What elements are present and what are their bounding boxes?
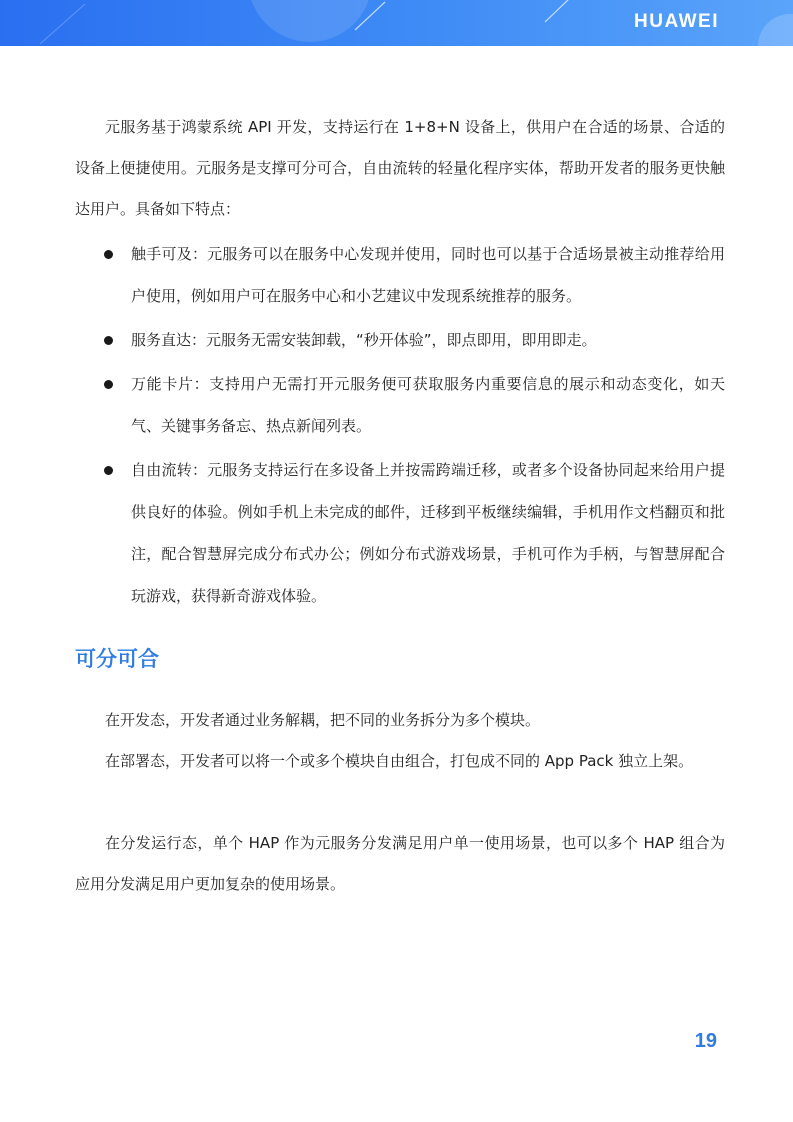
section-paragraph: 在开发态，开发者通过业务解耦，把不同的业务拆分为多个模块。: [105, 711, 541, 729]
page-number: 19: [694, 1030, 717, 1052]
feature-item: [75, 319, 725, 361]
feature-item: [75, 449, 725, 617]
bullet-dot-icon: [104, 250, 113, 259]
bullet-dot-icon: [104, 380, 113, 389]
section-heading: 可分可合: [75, 647, 159, 671]
feature-text: 服务直达：元服务无需安装卸载，“秒开体验”，即点即用，即用即走。: [131, 331, 597, 349]
feature-text: 触手可及：元服务可以在服务中心发现并使用，同时也可以基于合适场景被主动推荐给用户使用，例如用户可在服务中心和小艺建议中发现系统推荐的服务。: [131, 245, 725, 305]
section-paragraph: 在部署态，开发者可以将一个或多个模块自由组合，打包成不同的 App Pack 独立上架。: [105, 752, 694, 770]
feature-text: 自由流转：元服务支持运行在多设备上并按需跨端迁移，或者多个设备协同起来给用户提供良好的体验。例如手机上未完成的邮件，迁移到平板继续编辑，手机用作文档翻页和批注，配合智慧屏完成分布式办公；例如分布式游戏场景，手机可作为手柄，与智慧屏配合玩游戏，获得新奇游戏体验。: [131, 461, 725, 605]
feature-list: [75, 233, 725, 619]
bullet-dot-icon: [104, 466, 113, 475]
feature-text: 万能卡片：支持用户无需打开元服务便可获取服务内重要信息的展示和动态变化，如天气、关键事务备忘、热点新闻列表。: [131, 375, 725, 435]
feature-item: [75, 233, 725, 317]
header-band: [0, 0, 793, 46]
intro-paragraph: 元服务基于鸿蒙系统 API 开发，支持运行在 1+8+N 设备上，供用户在合适的场景、合适的设备上便捷使用。元服务是支撑可分可合，自由流转的轻量化程序实体，帮助开发者的服务更快触达用户。具备如下特点：: [75, 118, 725, 218]
feature-item: [75, 363, 725, 447]
bullet-dot-icon: [104, 336, 113, 345]
brand-logo-text: HUAWEI: [634, 11, 719, 32]
section-paragraph: 在分发运行态，单个 HAP 作为元服务分发满足用户单一使用场景，也可以多个 HAP 组合为应用分发满足用户更加复杂的使用场景。: [75, 834, 725, 893]
